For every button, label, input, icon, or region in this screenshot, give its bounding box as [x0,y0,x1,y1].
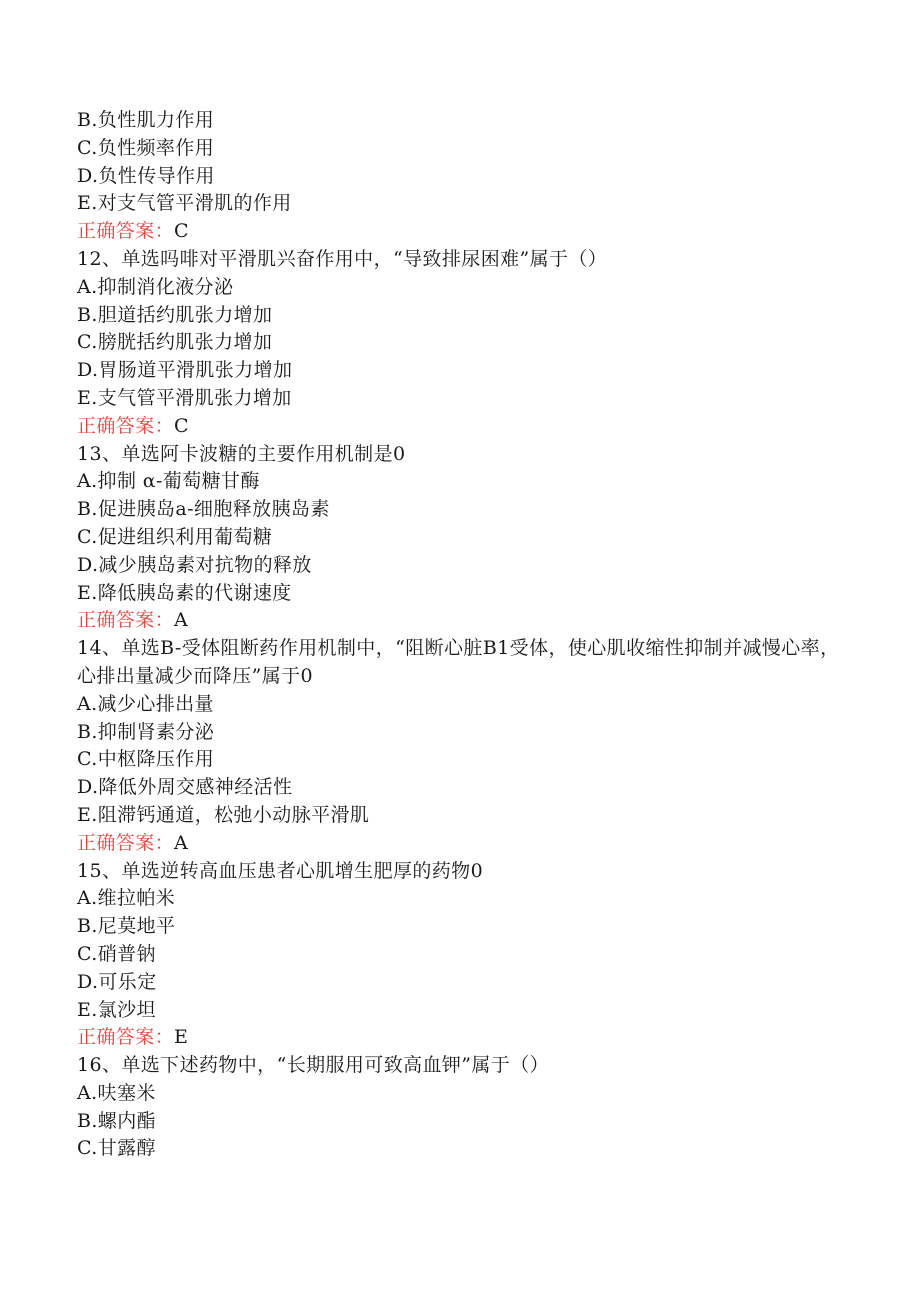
option-text: C.甘露醇 [77,1137,156,1160]
question-text: 15、单选逆转高血压患者心肌增生肥厚的药物0 [77,859,484,882]
option-text: A.减少心排出量 [77,692,214,715]
answer-line [77,413,857,441]
option-text: A.抑制 α-葡萄糖甘酶 [77,470,260,493]
option-text: A.呋塞米 [77,1081,156,1104]
answer-value: C [174,414,189,437]
option-text: E.氯沙坦 [77,998,156,1021]
option-text: D.负性传导作用 [77,164,215,187]
option-text: E.支气管平滑肌张力增加 [77,386,292,409]
option-text: D.可乐定 [77,970,157,993]
answer-value: E [174,1026,189,1049]
question-text: 12、单选吗啡对平滑肌兴奋作用中，“导致排尿困难”属于（） [77,247,608,270]
answer-value: A [174,609,189,632]
option-text: E.对支气管平滑肌的作用 [77,192,292,215]
question-text: 16、单选下述药物中，“长期服用可致高血钾”属于（） [77,1054,550,1077]
answer-line [77,218,857,246]
option-text: B.尼莫地平 [77,915,176,938]
option-text: C.膀胱括约肌张力增加 [77,331,273,354]
document-page [77,107,857,1163]
option-text: B.螺内酯 [77,1109,157,1132]
option-text: C.促进组织利用葡萄糖 [77,525,273,548]
option-text: B.抑制肾素分泌 [77,720,215,743]
option-text: E.阻滞钙通道，松弛小动脉平滑肌 [77,803,370,826]
option-text: B.负性肌力作用 [77,109,215,131]
answer-line [77,830,857,858]
option-text: A.抑制消化液分泌 [77,275,234,298]
answer-label: 正确答案： [77,414,175,437]
answer-value: C [174,220,189,243]
answer-value: A [174,831,189,854]
option-text: D.降低外周交感神经活性 [77,776,293,799]
answer-label: 正确答案： [77,1026,175,1049]
answer-label: 正确答案： [77,220,175,243]
option-text: C.负性频率作用 [77,136,215,159]
option-text: E.降低胰岛素的代谢速度 [77,581,292,604]
question-text: 14、单选B-受体阻断药作用机制中，“阻断心脏B1受体，使心肌收缩性抑制并减慢心率，心排出量减少而降压”属于0 [77,637,840,687]
option-text: C.硝普钠 [77,942,156,965]
option-text: D.胃肠道平滑肌张力增加 [77,359,293,382]
option-text: D.减少胰岛素对抗物的释放 [77,553,312,576]
option-text: C.中枢降压作用 [77,748,215,771]
answer-label: 正确答案： [77,609,175,632]
answer-label: 正确答案： [77,831,175,854]
answer-line [77,607,857,635]
question-text: 13、单选阿卡波糖的主要作用机制是0 [77,442,406,465]
answer-line [77,1024,857,1052]
option-text: B.促进胰岛a-细胞释放胰岛素 [77,498,330,521]
option-text: A.维拉帕米 [77,887,176,910]
option-text: B.胆道括约肌张力增加 [77,303,273,326]
